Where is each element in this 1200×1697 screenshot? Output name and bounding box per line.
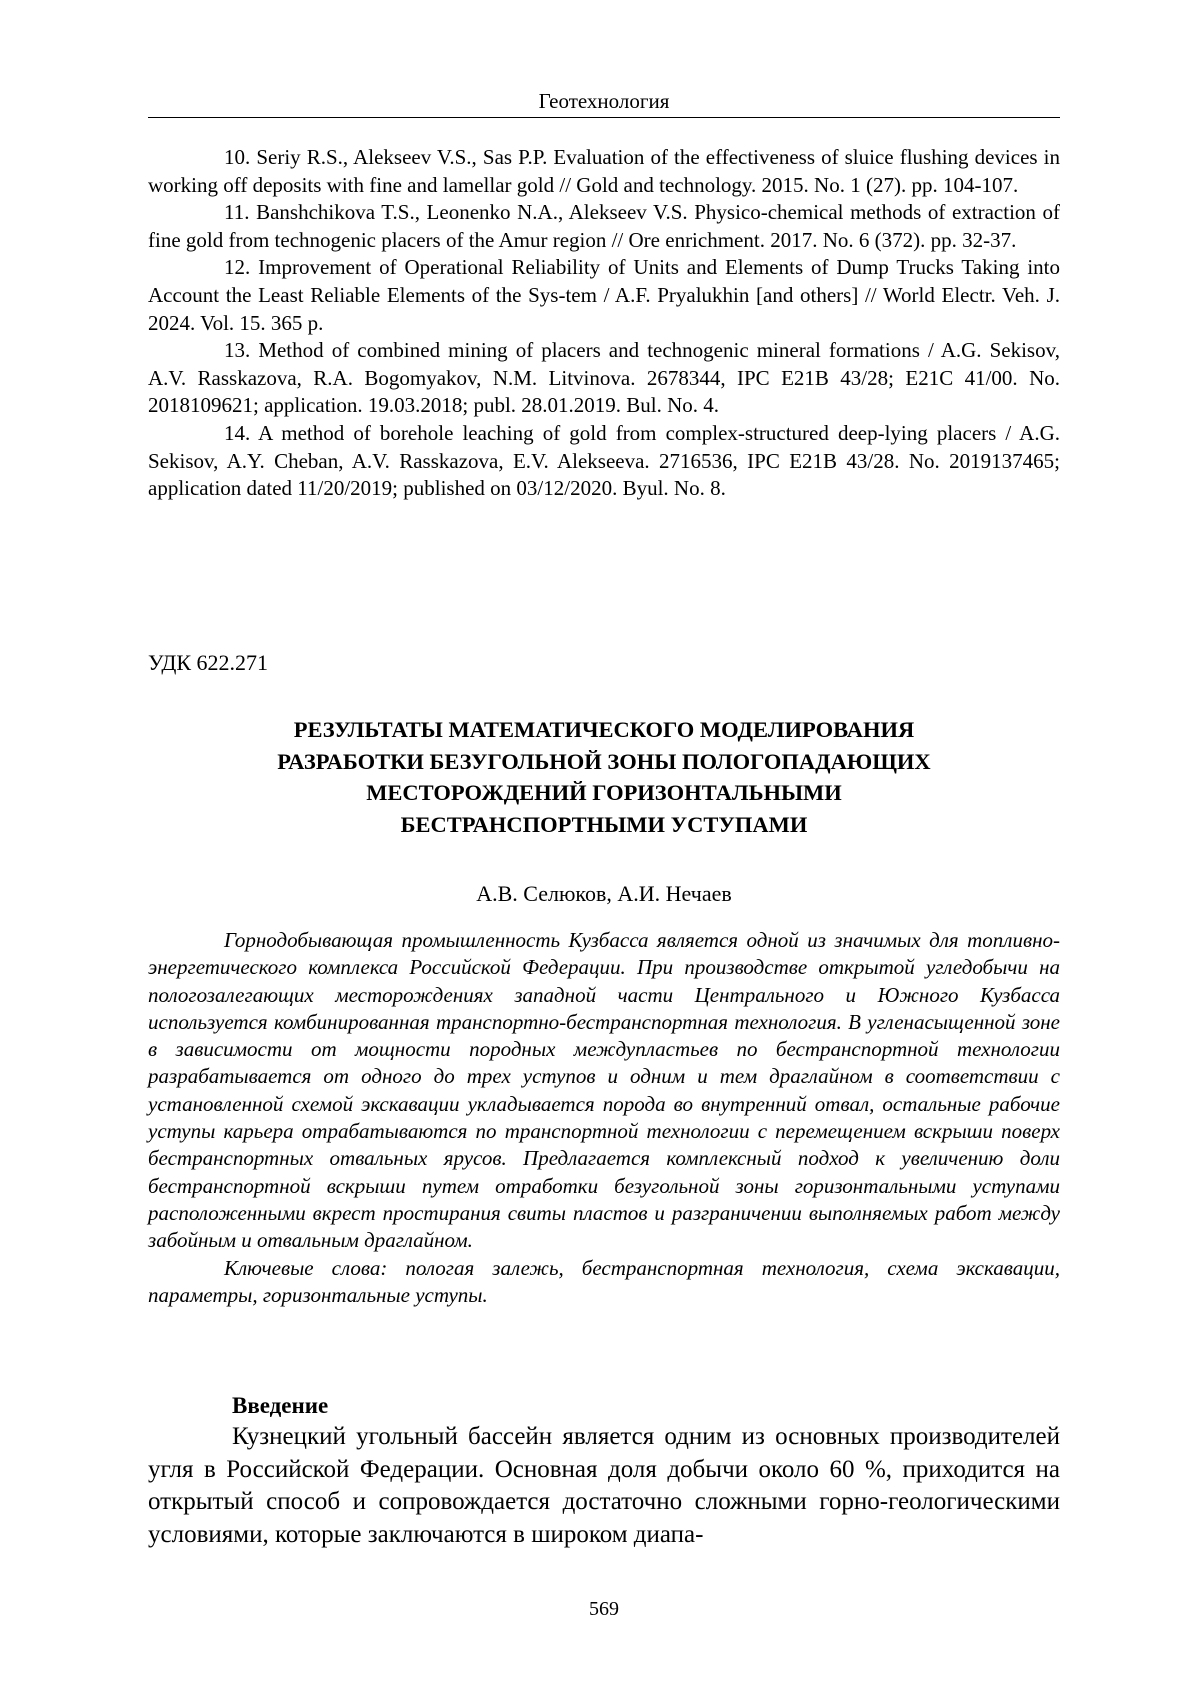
page-number: 569: [589, 1598, 619, 1620]
reference-item: 10. Seriy R.S., Alekseev V.S., Sas P.P. Evaluation of the effectiveness of sluice flushing devices in working off deposits with fine and lamellar gold // Gold and technology. 2015. No. 1 (27). pp. 104-107.: [148, 145, 1060, 197]
reference-item: 13. Method of combined mining of placers and technogenic mineral formations / A.G. Sekisov, A.V. Rasskazova, R.A. Bogomyakov, N.M. Litvinova. 2678344, IPC E21B 43/28; E21C 41/00. No. 2018109621; application. 19.03.2018; publ. 28.01.2019. Bul. No. 4.: [148, 338, 1060, 418]
abstract-block: [148, 927, 1060, 1309]
header-rule: [148, 117, 1060, 118]
article-title-line: РЕЗУЛЬТАТЫ МАТЕМАТИЧЕСКОГО МОДЕЛИРОВАНИЯ: [293, 717, 915, 742]
section-heading-introduction: Введение: [232, 1393, 329, 1418]
reference-item: 14. A method of borehole leaching of gold from complex-structured deep-lying placers / A.G. Sekisov, A.Y. Cheban, A.V. Rasskazova, E.V. Alekseeva. 2716536, IPC E21B 43/28. No. 2019137465; application dated 11/20/2019; published on 03/12/2020. Byul. No. 8.: [148, 420, 1060, 501]
keywords-text: Ключевые слова: пологая залежь, бестранспортная технология, схема экскавации, параметры, горизонтальные уступы.: [148, 1255, 1060, 1307]
introduction-paragraph: Кузнецкий угольный бассейн является одним из основных производителей угля в Российской Федерации. Основная доля добычи около 60 %, приходится на открытый способ и сопровождается достаточно сложными горно-геологическими условиями, которые заключаются в широком диапа-: [148, 1423, 1060, 1548]
article-title-line: РАЗРАБОТКИ БЕЗУГОЛЬНОЙ ЗОНЫ ПОЛОГОПАДАЮЩИХ: [277, 748, 931, 774]
reference-item: 11. Banshchikova T.S., Leonenko N.A., Alekseev V.S. Physico-chemical methods of extraction of fine gold from technogenic placers of the Amur region // Ore enrichment. 2017. No. 6 (372). pp. 32-37.: [148, 200, 1060, 252]
article-title: [148, 714, 1060, 840]
article-title-line: МЕСТОРОЖДЕНИЙ ГОРИЗОНТАЛЬНЫМИ: [366, 780, 842, 805]
running-header: Геотехнология: [538, 89, 670, 113]
reference-list: [148, 144, 1060, 503]
article-authors: А.В. Селюков, А.И. Нечаев: [476, 881, 732, 906]
udc-code: УДК 622.271: [148, 650, 269, 675]
article-title-line: БЕСТРАНСПОРТНЫМИ УСТУПАМИ: [400, 811, 808, 837]
abstract-text: Горнодобывающая промышленность Кузбасса является одной из значимых для топливно-энергетического комплекса Российской Федерации. При производстве открытой угледобычи на пологозалегающих месторождениях западной части Центрального и Южного Кузбасса используется комбинированная транспортно-бестранспортная технология. В угленасыщенной зоне в зависимости от мощности породных междупластьев по бестранспортной технологии разрабатывается от одного до трех уступов и одним и тем драглайном в соответствии с установленной схемой экскавации укладывается порода во внутренний отвал, остальные рабочие уступы карьера отрабатываются по транспортной технологии с перемещением вскрыши поверх бестранспортных отвальных ярусов. Предлагается комплексный подход к увеличению доли бестранспортной вскрыши путем отработки безугольной зоны горизонтальными уступами расположенными вкрест простирания свиты пластов и разграничении выполняемых работ между забойным и отвальным драглайном.: [148, 928, 1060, 1253]
reference-item: 12. Improvement of Operational Reliability of Units and Elements of Dump Trucks Taking into Account the Least Reliable Elements of the Sys-tem / A.F. Pryalukhin [and others] // World Electr. Veh. J. 2024. Vol. 15. 365 p.: [148, 255, 1060, 335]
